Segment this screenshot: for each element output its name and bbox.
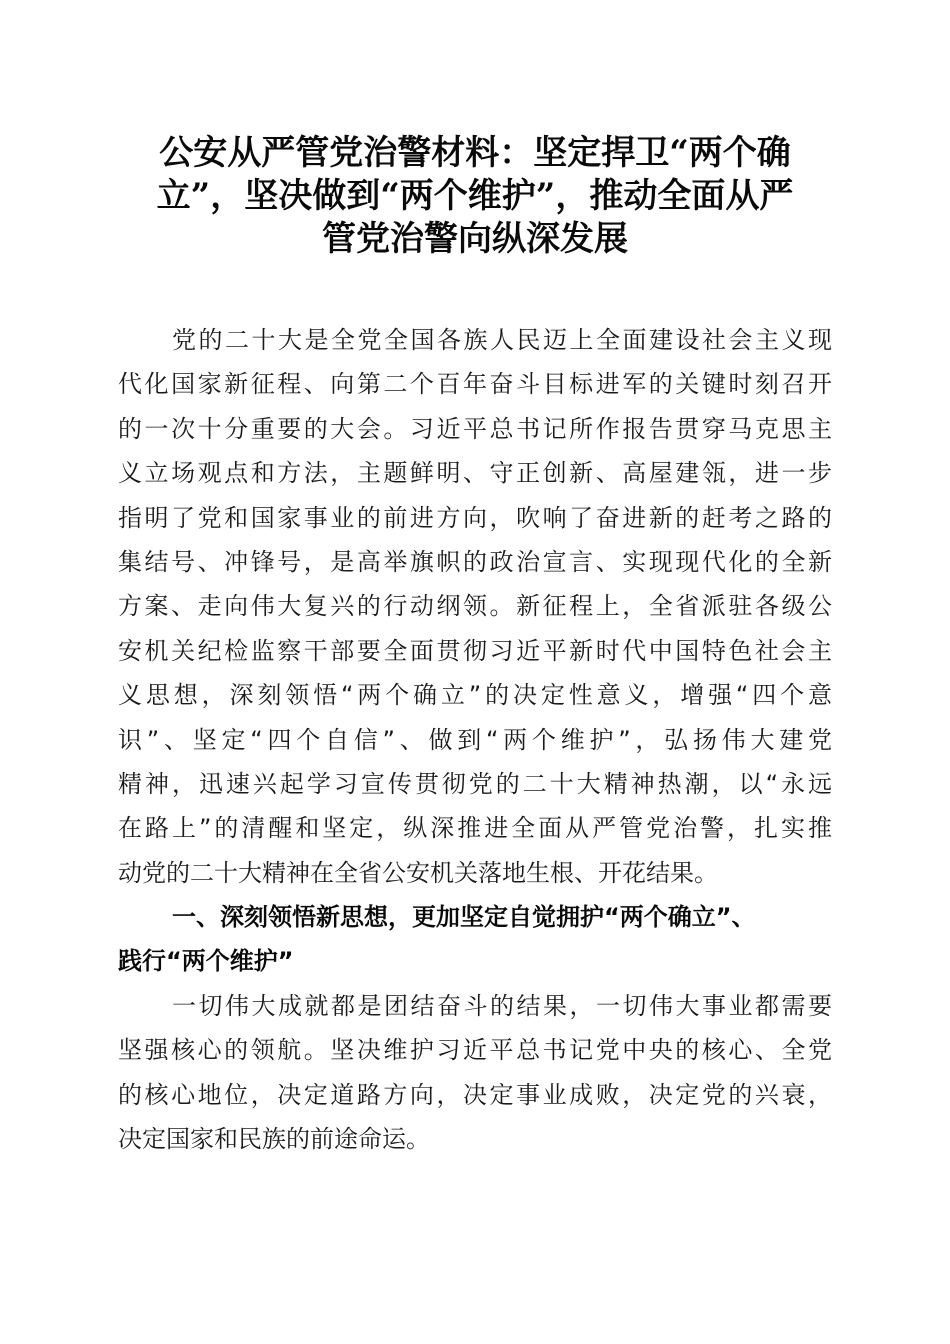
heading-line: 践行“两个维护” [118,947,294,976]
paragraph-line: 代化国家新征程、向第二个百年奋斗目标进军的关键时刻召开 [118,370,832,399]
paragraph-line: 在路上”的清醒和坚定，纵深推进全面从严管党治警，扎实推 [118,814,832,843]
paragraph-line: 集结号、冲锋号，是高举旗帜的政治宣言、实现现代化的全新 [118,547,832,576]
paragraph-line: 的一次十分重要的大会。习近平总书记所作报告贯穿马克思主 [118,414,832,443]
paragraph-line: 的核心地位，决定道路方向，决定事业成败，决定党的兴衰， [118,1080,832,1109]
title-line: 公安从严管党治警材料：坚定捍卫“两个确 [159,133,791,173]
paragraph-line: 决定国家和民族的前途命运。 [118,1125,430,1154]
paragraph-line: 坚强核心的领航。坚决维护习近平总书记党中央的核心、全党 [118,1036,832,1065]
paragraph-line: 安机关纪检监察干部要全面贯彻习近平新时代中国特色社会主 [118,636,832,665]
heading-line: 一、深刻领悟新思想，更加坚定自觉拥护“两个确立”、 [172,903,756,932]
paragraph-line: 党的二十大是全党全国各族人民迈上全面建设社会主义现 [172,326,832,354]
title-line: 立”，坚决做到“两个维护”，推动全面从严 [156,176,794,216]
paragraph-line: 方案、走向伟大复兴的行动纲领。新征程上，全省派驻各级公 [118,592,832,621]
paragraph-line: 识”、坚定“四个自信”、做到“两个维护”，弘扬伟大建党 [118,725,832,754]
paragraph-line: 义立场观点和方法，主题鲜明、守正创新、高屋建瓴，进一步 [118,459,832,488]
title-line: 管党治警向纵深发展 [322,219,628,259]
paragraph-intro [118,318,832,895]
paragraph-section-1 [118,984,832,1162]
section-heading-1 [118,895,832,984]
paragraph-line: 指明了党和国家事业的前进方向，吹响了奋进新的赶考之路的 [118,503,832,532]
paragraph-line: 一切伟大成就都是团结奋斗的结果，一切伟大事业都需要 [172,991,832,1020]
document-title [118,132,832,261]
paragraph-line: 动党的二十大精神在全省公安机关落地生根、开花结果。 [118,858,718,887]
paragraph-line: 义思想，深刻领悟“两个确立”的决定性意义，增强“四个意 [118,681,832,710]
paragraph-line: 精神，迅速兴起学习宣传贯彻党的二十大精神热潮，以“永远 [118,769,832,798]
document-body [118,318,832,1161]
